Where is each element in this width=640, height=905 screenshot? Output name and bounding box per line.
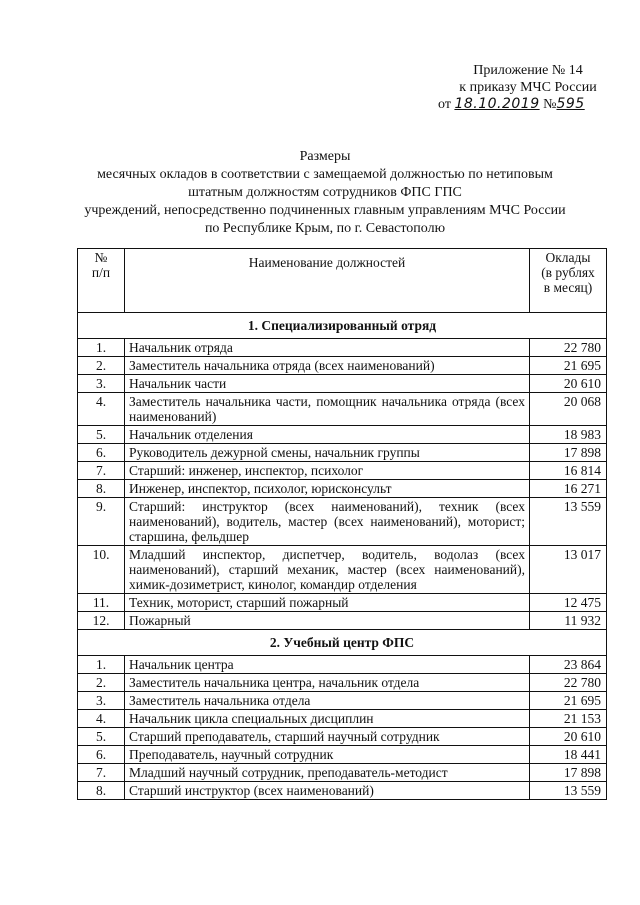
salary-value: 12 475 xyxy=(530,594,607,612)
salary-table-body xyxy=(78,249,607,800)
salary-value: 16 814 xyxy=(530,462,607,480)
title-line-2: месячных окладов в соответствии с замещаемой должностью по нетиповым xyxy=(97,167,553,182)
position-name: Старший преподаватель, старший научный сотрудник xyxy=(125,728,530,746)
table-row xyxy=(78,674,607,692)
section-title: 2. Учебный центр ФПС xyxy=(78,630,607,656)
table-row xyxy=(78,339,607,357)
title-line-3: штатным должностям сотрудников ФПС ГПС xyxy=(188,185,462,200)
row-number: 11. xyxy=(78,594,125,612)
row-number: 7. xyxy=(78,462,125,480)
row-number: 9. xyxy=(78,498,125,546)
section-header-row xyxy=(78,313,607,339)
salary-value: 22 780 xyxy=(530,674,607,692)
title-line-5: по Республике Крым, по г. Севастополю xyxy=(204,221,446,236)
position-name: Преподаватель, научный сотрудник xyxy=(125,746,530,764)
table-row xyxy=(78,426,607,444)
number-label: № xyxy=(543,97,557,112)
title-line-1: Размеры xyxy=(299,149,351,164)
row-number: 8. xyxy=(78,480,125,498)
row-number: 6. xyxy=(78,444,125,462)
table-row xyxy=(78,764,607,782)
table-row xyxy=(78,357,607,375)
appendix-number: Приложение № 14 xyxy=(473,63,583,78)
table-row xyxy=(78,546,607,594)
from-label: от xyxy=(438,97,451,112)
row-number: 10. xyxy=(78,546,125,594)
table-row xyxy=(78,746,607,764)
row-number: 12. xyxy=(78,612,125,630)
position-name: Инженер, инспектор, психолог, юрисконсульт xyxy=(125,480,530,498)
salary-value: 21 695 xyxy=(530,357,607,375)
salary-table xyxy=(77,248,607,800)
table-row xyxy=(78,480,607,498)
handwritten-number: 595 xyxy=(556,96,585,112)
table-row xyxy=(78,656,607,674)
section-title: 1. Специализированный отряд xyxy=(78,313,607,339)
salary-value: 11 932 xyxy=(530,612,607,630)
position-name: Заместитель начальника отдела xyxy=(125,692,530,710)
row-number: 4. xyxy=(78,393,125,426)
position-name: Начальник отряда xyxy=(125,339,530,357)
section-header-row xyxy=(78,630,607,656)
row-number: 7. xyxy=(78,764,125,782)
row-number: 1. xyxy=(78,656,125,674)
row-number: 8. xyxy=(78,782,125,800)
salary-value: 20 610 xyxy=(530,375,607,393)
position-name: Заместитель начальника части, помощник начальника отряда (всех наименований) xyxy=(125,393,530,426)
salary-value: 13 017 xyxy=(530,546,607,594)
salary-value: 23 864 xyxy=(530,656,607,674)
salary-value: 13 559 xyxy=(530,498,607,546)
salary-value: 21 695 xyxy=(530,692,607,710)
header-salary: Оклады (в рублях в месяц) xyxy=(530,249,607,313)
position-name: Младший инспектор, диспетчер, водитель, водолаз (всех наименований), старший механик, мастер (всех наименований), химик-дозиметрист, кинолог, командир отделения xyxy=(125,546,530,594)
row-number: 2. xyxy=(78,674,125,692)
row-number: 1. xyxy=(78,339,125,357)
table-row xyxy=(78,594,607,612)
position-name: Техник, моторист, старший пожарный xyxy=(125,594,530,612)
salary-value: 21 153 xyxy=(530,710,607,728)
row-number: 2. xyxy=(78,357,125,375)
row-number: 4. xyxy=(78,710,125,728)
row-number: 6. xyxy=(78,746,125,764)
position-name: Заместитель начальника отряда (всех наименований) xyxy=(125,357,530,375)
position-name: Старший: инструктор (всех наименований), техник (всех наименований), водитель, мастер (всех наименований), моторист; старшина, фельдшер xyxy=(125,498,530,546)
table-row xyxy=(78,612,607,630)
table-row xyxy=(78,728,607,746)
position-name: Начальник части xyxy=(125,375,530,393)
salary-value: 20 610 xyxy=(530,728,607,746)
table-row xyxy=(78,710,607,728)
position-name: Начальник цикла специальных дисциплин xyxy=(125,710,530,728)
position-name: Начальник центра xyxy=(125,656,530,674)
salary-value: 20 068 xyxy=(530,393,607,426)
salary-value: 17 898 xyxy=(530,444,607,462)
table-header-row xyxy=(78,249,607,313)
table-row xyxy=(78,462,607,480)
salary-value: 16 271 xyxy=(530,480,607,498)
position-name: Руководитель дежурной смены, начальник группы xyxy=(125,444,530,462)
table-row xyxy=(78,498,607,546)
handwritten-date: 18.10.2019 xyxy=(454,96,540,112)
order-date-line xyxy=(438,96,618,113)
table-row xyxy=(78,444,607,462)
header-name: Наименование должностей xyxy=(125,249,530,313)
table-row xyxy=(78,393,607,426)
appendix-block xyxy=(438,62,618,113)
table-row xyxy=(78,375,607,393)
row-number: 5. xyxy=(78,426,125,444)
salary-value: 18 441 xyxy=(530,746,607,764)
salary-value: 13 559 xyxy=(530,782,607,800)
title-line-4: учреждений, непосредственно подчиненных главным управлениям МЧС России xyxy=(84,203,566,218)
salary-value: 22 780 xyxy=(530,339,607,357)
salary-value: 17 898 xyxy=(530,764,607,782)
table-row xyxy=(78,692,607,710)
position-name: Заместитель начальника центра, начальник отдела xyxy=(125,674,530,692)
row-number: 3. xyxy=(78,692,125,710)
row-number: 3. xyxy=(78,375,125,393)
position-name: Младший научный сотрудник, преподаватель-методист xyxy=(125,764,530,782)
position-name: Старший: инженер, инспектор, психолог xyxy=(125,462,530,480)
position-name: Старший инструктор (всех наименований) xyxy=(125,782,530,800)
row-number: 5. xyxy=(78,728,125,746)
document-title xyxy=(40,148,610,238)
table-row xyxy=(78,782,607,800)
header-num: № п/п xyxy=(78,249,125,313)
position-name: Начальник отделения xyxy=(125,426,530,444)
salary-value: 18 983 xyxy=(530,426,607,444)
position-name: Пожарный xyxy=(125,612,530,630)
appendix-order-ref: к приказу МЧС России xyxy=(459,80,597,95)
